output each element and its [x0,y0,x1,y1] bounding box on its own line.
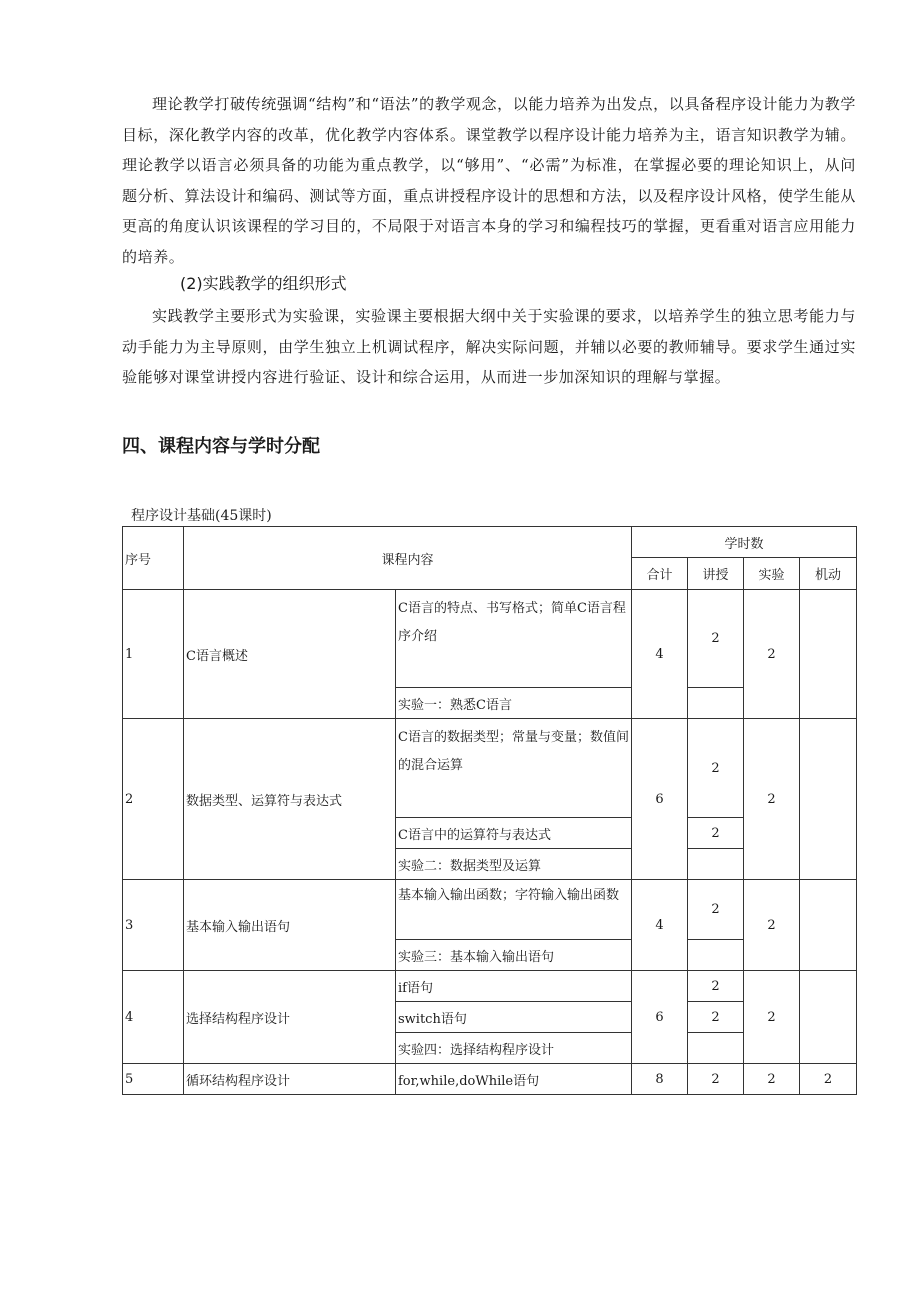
row-1-topic: C语言概述 [184,590,396,719]
row-2-sub-2-text: C语言中的运算符与表达式 [396,818,632,849]
row-4-num: 4 [123,971,184,1064]
table-caption: 程序设计基础(45课时) [131,508,272,524]
row-3-sub-2-text: 实验三：基本输入输出语句 [396,940,632,971]
row-5-num: 5 [123,1064,184,1095]
row-1-lab: 2 [744,590,800,719]
row-2-lab: 2 [744,719,800,880]
row-2-flex [800,719,857,880]
row-4-sub-2-lecture: 2 [688,1002,744,1033]
row-5-lab: 2 [744,1064,800,1095]
row-4-flex [800,971,857,1064]
row-3-lab: 2 [744,880,800,971]
row-5-sub-1-text: for,while,doWhile语句 [396,1064,632,1095]
row-5-flex: 2 [800,1064,857,1095]
row-4-total: 6 [632,971,688,1064]
row-5-total: 8 [632,1064,688,1095]
row-3-topic: 基本输入输出语句 [184,880,396,971]
row-4-sub-2-text: switch语句 [396,1002,632,1033]
row-2-sub-3-text: 实验二：数据类型及运算 [396,849,632,880]
row-1-total: 4 [632,590,688,719]
header-lab: 实验 [744,558,800,590]
header-total: 合计 [632,558,688,590]
row-4-sub-3-lecture [688,1033,744,1064]
row-2-sub-2-lecture: 2 [688,818,744,849]
row-3-flex [800,880,857,971]
row-2-sub-1-text: C语言的数据类型；常量与变量；数值间的混合运算 [396,719,632,818]
row-1-flex [800,590,857,719]
row-5-topic: 循环结构程序设计 [184,1064,396,1095]
row-2-total: 6 [632,719,688,880]
row-1-sub-2-text: 实验一：熟悉C语言 [396,688,632,719]
header-num: 序号 [123,527,184,590]
row-4-topic: 选择结构程序设计 [184,971,396,1064]
row-4-sub-1-text: if语句 [396,971,632,1002]
header-lecture: 讲授 [688,558,744,590]
header-flex: 机动 [800,558,857,590]
row-3-total: 4 [632,880,688,971]
row-4-sub-1-lecture: 2 [688,971,744,1002]
row-3-sub-2-lecture [688,940,744,971]
row-1-num: 1 [123,590,184,719]
row-1-sub-1-text: C语言的特点、书写格式；简单C语言程序介绍 [396,590,632,688]
subheading-practice-organization: (2)实践教学的组织形式 [180,274,347,293]
paragraph-theory-teaching: 理论教学打破传统强调“结构”和“语法”的教学观念，以能力培养为出发点，以具备程序设计能力为教学目标，深化教学内容的改革，优化教学内容体系。课堂教学以程序设计能力培养为主，语言知识教学为辅。理论教学以语言必须具备的功能为重点教学，以“够用”、“必需”为标准，在掌握必要的理论知识上，从问题分析、算法设计和编码、测试等方面，重点讲授程序设计的思想和方法，以及程序设计风格，使学生能从更高的角度认识该课程的学习目的，不局限于对语言本身的学习和编程技巧的掌握，更看重对语言应用能力的培养。 [122,95,856,266]
row-2-topic: 数据类型、运算符与表达式 [184,719,396,880]
header-content: 课程内容 [184,527,632,590]
row-2-sub-1-lecture: 2 [688,719,744,818]
row-4-sub-3-text: 实验四：选择结构程序设计 [396,1033,632,1064]
row-3-sub-1-text: 基本输入输出函数；字符输入输出函数 [396,880,632,940]
paragraph-practice-teaching: 实践教学主要形式为实验课，实验课主要根据大纲中关于实验课的要求，以培养学生的独立思考能力与动手能力为主导原则，由学生独立上机调试程序，解决实际问题，并辅以必要的教师辅导。要求学生通过实验能够对课堂讲授内容进行验证、设计和综合运用，从而进一步加深知识的理解与掌握。 [122,307,856,387]
row-5-sub-1-lecture: 2 [688,1064,744,1095]
row-1-sub-1-lecture: 2 [688,590,744,688]
row-2-num: 2 [123,719,184,880]
row-3-num: 3 [123,880,184,971]
row-4-lab: 2 [744,971,800,1064]
row-2-sub-3-lecture [688,849,744,880]
row-1-sub-2-lecture [688,688,744,719]
section-heading-course-content: 四、课程内容与学时分配 [122,436,320,457]
course-hours-table [122,526,857,1095]
header-hours: 学时数 [632,527,857,558]
row-3-sub-1-lecture: 2 [688,880,744,940]
